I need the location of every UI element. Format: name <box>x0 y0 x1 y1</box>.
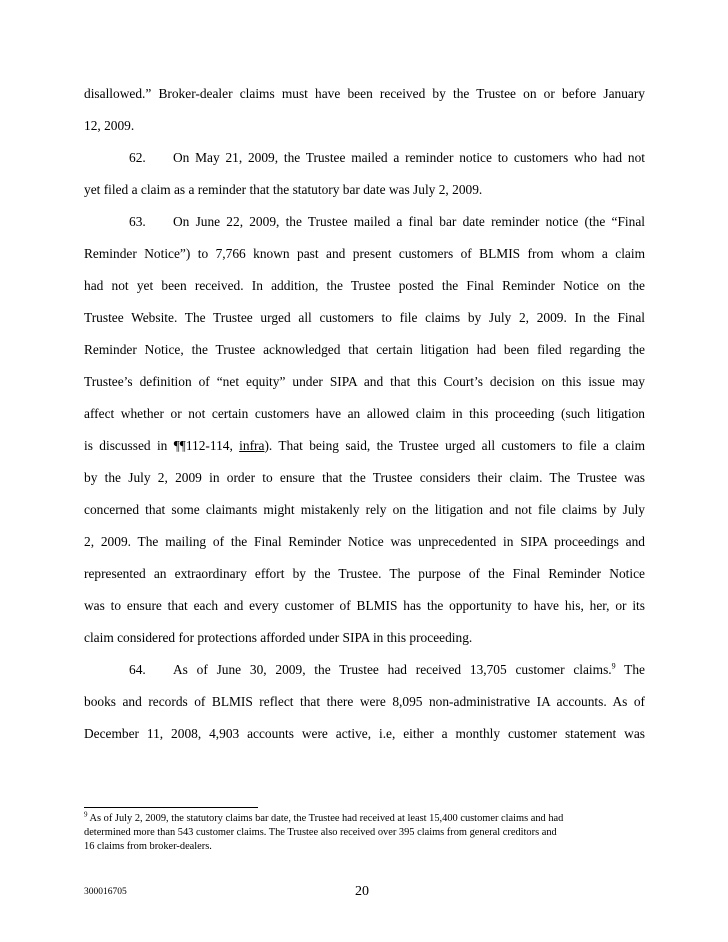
body-text: On June 22, 2009, the Trustee mailed a final bar date reminder notice (the “Final <box>173 214 645 229</box>
footnote-reference: 9 <box>611 661 616 671</box>
footnote-separator <box>84 807 258 808</box>
paragraph-number: 63. <box>129 214 146 229</box>
body-text: On May 21, 2009, the Trustee mailed a reminder notice to customers who had not <box>173 150 645 165</box>
footnote-marker: 9 <box>84 810 88 819</box>
paragraph-64-first-line <box>84 662 645 678</box>
body-line: Reminder Notice, the Trustee acknowledged that certain litigation had been filed regarding the <box>84 342 645 357</box>
paragraph-number: 62. <box>129 150 146 165</box>
body-line: by the July 2, 2009 in order to ensure that the Trustee considers their claim. The Trustee was <box>84 470 645 485</box>
footnote-line: 16 claims from broker-dealers. <box>84 841 212 852</box>
page-number: 20 <box>355 884 369 899</box>
body-line: yet filed a claim as a reminder that the statutory bar date was July 2, 2009. <box>84 182 483 197</box>
body-line: 2, 2009. The mailing of the Final Reminder Notice was unprecedented in SIPA proceedings and <box>84 534 645 549</box>
body-line: December 11, 2008, 4,903 accounts were active, i.e, either a monthly customer statement was <box>84 726 645 741</box>
paragraph-number: 64. <box>129 662 146 677</box>
body-line: 12, 2009. <box>84 118 135 133</box>
body-line: was to ensure that each and every customer of BLMIS has the opportunity to have his, her, or its <box>84 598 645 613</box>
paragraph-62-first-line <box>84 150 645 166</box>
footnote-text: As of July 2, 2009, the statutory claims bar date, the Trustee had received at least 15,400 customer claims and had <box>87 813 564 824</box>
body-line: concerned that some claimants might mistakenly rely on the litigation and not file claims by July <box>84 502 645 517</box>
body-line: had not yet been received. In addition, the Trustee posted the Final Reminder Notice on the <box>84 278 645 293</box>
document-number: 300016705 <box>84 887 127 897</box>
body-text: The <box>615 662 645 677</box>
body-line <box>84 438 645 454</box>
footnote-line: determined more than 543 customer claims. The Trustee also received over 395 claims from general creditors and <box>84 827 557 838</box>
paragraph-63-first-line <box>84 214 645 230</box>
body-text: ). That being said, the Trustee urged all customers to file a claim <box>264 438 645 453</box>
body-line: Trustee Website. The Trustee urged all customers to file claims by July 2, 2009. In the Final <box>84 310 645 325</box>
body-line: affect whether or not certain customers have an allowed claim in this proceeding (such litigation <box>84 406 645 421</box>
body-line: Trustee’s definition of “net equity” under SIPA and that this Court’s decision on this issue may <box>84 374 645 389</box>
body-line: books and records of BLMIS reflect that there were 8,095 non-administrative IA accounts. As of <box>84 694 645 709</box>
citation-infra: infra <box>239 438 265 453</box>
body-text: As of June 30, 2009, the Trustee had received 13,705 customer claims. <box>173 662 612 677</box>
body-text: is discussed in ¶¶112-114, <box>84 438 240 453</box>
body-line: represented an extraordinary effort by the Trustee. The purpose of the Final Reminder Notice <box>84 566 645 581</box>
body-line: disallowed.” Broker-dealer claims must have been received by the Trustee on or before January <box>84 86 645 101</box>
body-line: claim considered for protections afforded under SIPA in this proceeding. <box>84 630 473 645</box>
footnote-line <box>84 812 645 826</box>
body-line: Reminder Notice”) to 7,766 known past and present customers of BLMIS from whom a claim <box>84 246 645 261</box>
